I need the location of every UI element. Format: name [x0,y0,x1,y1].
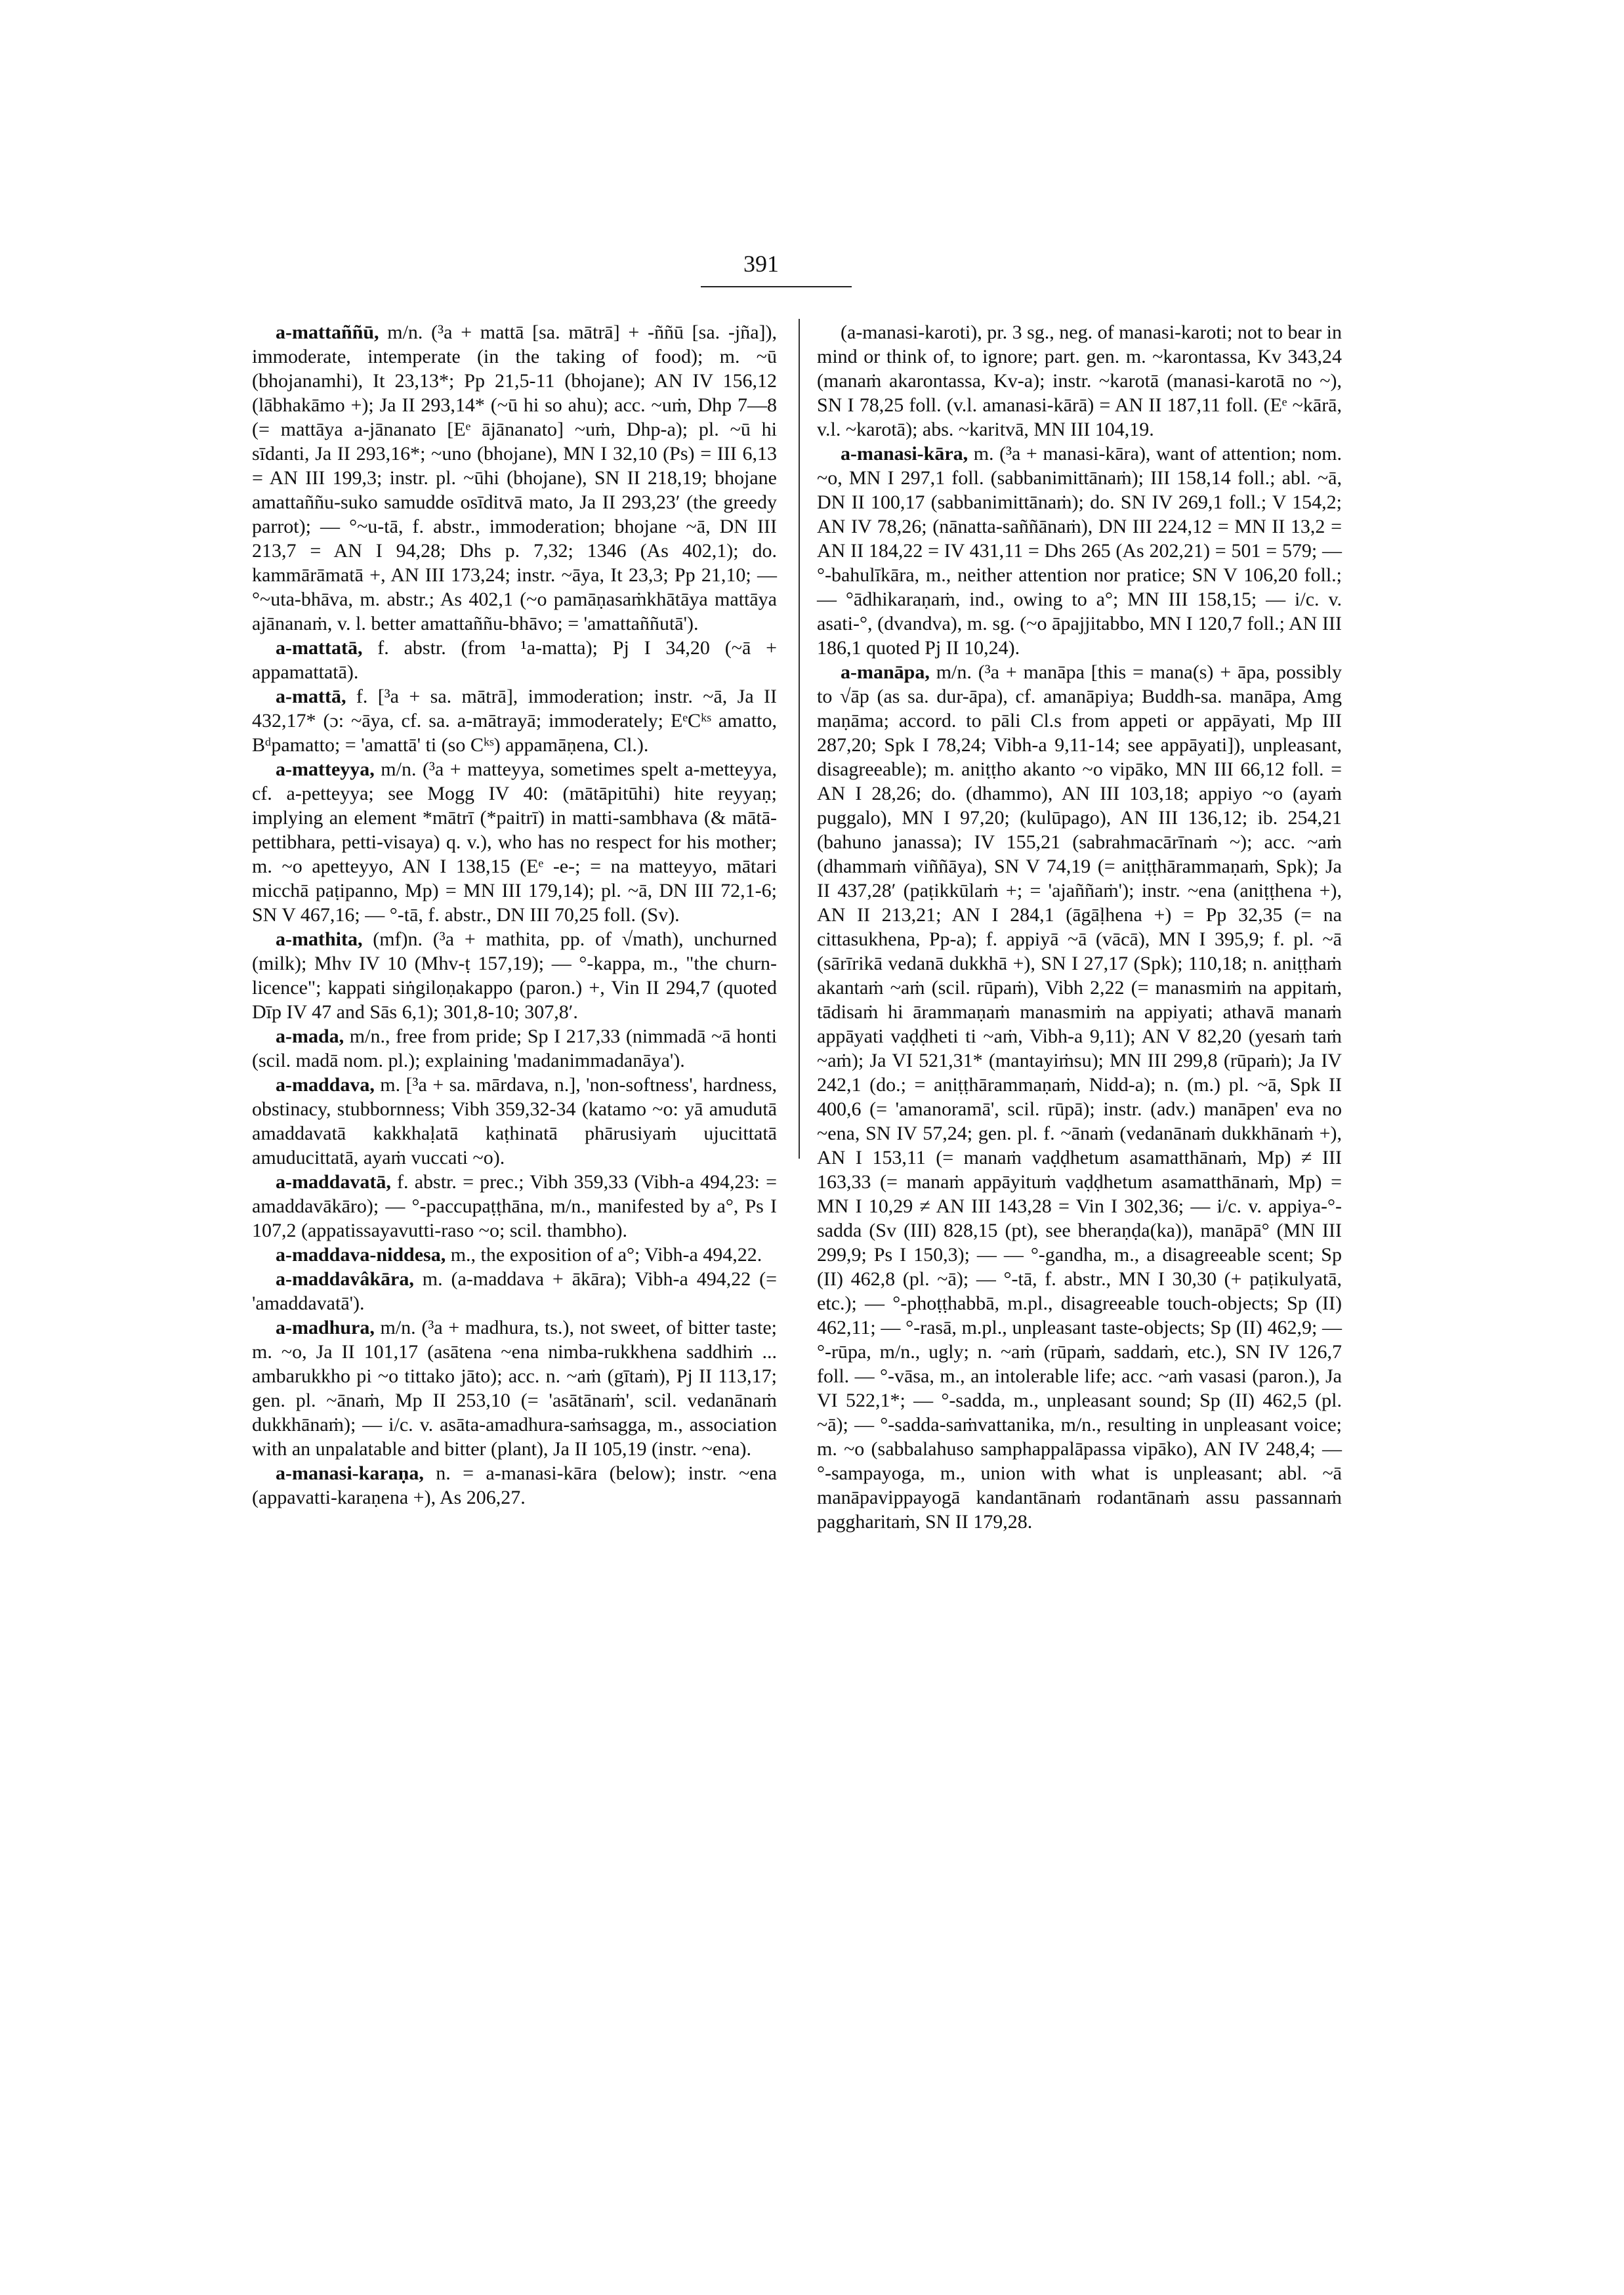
dictionary-entry [252,320,777,636]
entry-body: (a-manasi-karoti), pr. 3 sg., neg. of manasi-karoti; not to bear in mind or think of, to ignore; part. gen. m. ~karontassa, Kv 343,24 (manaṁ akarontassa, Kv-a); instr. ~karotā (manasi-karotā no ~), SN I 78,25 foll. (v.l. amanasi-kārā) = AN II 187,11 foll. (Eᵉ ~kārā, v.l. ~karotā); abs. ~karitvā, MN III 104,19. [817,321,1342,440]
entry-body: f. [³a + sa. mātrā], immoderation; instr. ~ā, Ja II 432,17* (ɔ: ~āya, cf. sa. a-mātrayā; immoderately; EᵉCᵏˢ amatto, Bᵈpamatto; = 'amattā' ti (so Cᵏˢ) appamāṇena, Cl.). [252,686,777,756]
entry-body: n. = a-manasi-kāra (below); instr. ~ena (appavatti-karaṇena +), As 206,27. [252,1462,777,1508]
entry-headword: a-maddavatā, [276,1171,391,1193]
dictionary-entry [252,1461,777,1510]
page-number: 391 [743,251,779,277]
dictionary-entry [817,442,1342,660]
entry-body: f. abstr. = prec.; Vibh 359,33 (Vibh-a 494,23: = amaddavākāro); — °-paccupaṭṭhāna, m/n., manifested by a°, Ps I 107,2 (appatissayavutti-raso ~o; scil. thambho). [252,1171,777,1241]
entry-headword: a-mattā, [276,686,346,707]
entry-headword: a-mattatā, [276,637,363,659]
entry-headword: a-maddava, [276,1074,375,1096]
dictionary-entry [252,1267,777,1315]
entry-body: m. [³a + sa. mārdava, n.], 'non-softness', hardness, obstinacy, stubbornness; Vibh 359,32-34 (katamo ~o: yā amudutā amaddavatā kakkhaḷatā kaṭhinatā phārusiyaṁ ujucittatā amuducittatā, ayaṁ vuccati ~o). [252,1074,777,1168]
entry-body: m/n. (³a + madhura, ts.), not sweet, of bitter taste; m. ~o, Ja II 101,17 (asātena ~ena nimba-rukkhena saddhiṁ ... ambarukkho pi ~o tittako jāto); acc. n. ~aṁ (gītaṁ), Pj II 113,17; gen. pl. ~ānaṁ, Mp II 253,10 (= 'asātānaṁ', scil. vedanānaṁ dukkhānaṁ); — i/c. v. asāta-amadhura-saṁsagga, m., association with an unpalatable and bitter (plant), Ja II 105,19 (instr. ~ena). [252,1317,777,1460]
column-divider [799,319,800,1159]
right-column [817,320,1342,1534]
entry-body: (mf)n. (³a + mathita, pp. of √math), unchurned (milk); Mhv IV 10 (Mhv-ṭ 157,19); — °-kappa, m., "the churn-licence"; kappati siṅgiloṇakappo (paron.) +, Vin II 294,7 (quoted Dīp IV 47 and Sās 6,1); 301,8-10; 307,8′. [252,928,777,1023]
dictionary-entry [252,757,777,927]
entry-body: m/n. (³a + matteyya, sometimes spelt a-metteyya, cf. a-petteyya; see Mogg IV 40: (mātāpitūhi) hite reyyaṇ; implying an element *mātrī (*paitrī) in matti-sambhava (& mātā-pettibhara, petti-visaya) q. v.), who has no respect for his mother; m. ~o apetteyyo, AN I 138,15 (Eᵉ -e-; = na matteyyo, mātari micchā paṭipanno, Mp) = MN III 179,14); pl. ~ā, DN III 72,1-6; SN V 467,16; — °-tā, f. abstr., DN III 70,25 foll. (Sv). [252,758,777,926]
entry-headword: a-mathita, [276,928,363,950]
dictionary-entry [252,927,777,1024]
dictionary-entry [252,1024,777,1073]
entry-body: m/n., free from pride; Sp I 217,33 (nimmadā ~ā honti (scil. madā nom. pl.); explaining 'madanimmadanāya'). [252,1025,777,1071]
dictionary-entry [252,1315,777,1461]
entry-headword: a-maddava-niddesa, [276,1244,446,1266]
entry-body: m/n. (³a + mattā [sa. mātrā] + -ññū [sa. -jña]), immoderate, intemperate (in the taking of food); m. ~ū (bhojanamhi), It 23,13*; Pp 21,5-11 (bhojane); AN IV 156,12 (lābhakāmo +); Ja II 293,14* (~ū hi so ahu); acc. ~uṁ, Dhp 7—8 (= mattāya a-jānanato [Eᵉ ājānanato] ~uṁ, Dhp-a); pl. ~ū hi sīdanti, Ja II 293,16*; ~uno (bhojane), MN I 32,10 (Ps) = III 6,13 = AN III 199,3; instr. pl. ~ūhi (bhojane), SN II 218,19; bhojane amattaññu-suko samudde osīditvā mato, Ja II 293,23′ (the greedy parrot); — °~u-tā, f. abstr., immoderation; bhojane ~ā, DN III 213,7 = AN I 94,28; Dhs p. 7,32; 1346 (As 402,1); do. kammārāmatā +, AN III 173,24; instr. ~āya, It 23,3; Pp 21,10; — °~uta-bhāva, m. abstr.; As 402,1 (~o pamāṇasaṁkhātāya mattāya ajānanaṁ, v. l. better amattaññu-bhāvo; = 'amattaññutā'). [252,321,777,634]
entry-headword: a-madhura, [276,1317,375,1338]
entry-body: m/n. (³a + manāpa [this = mana(s) + āpa, possibly to √āp (as sa. dur-āpa), cf. amanāpiya; Buddh-sa. manāpa, Amg maṇāma; accord. to pāli Cl.s from appeti or appāyati, Mp III 287,20; Spk I 78,24; Vibh-a 9,11-14; see appāyati]), unpleasant, disagreeable); m. aniṭṭho akanto ~o vipāko, MN III 66,12 foll. = AN I 28,26; do. (dhammo), AN III 103,18; appiyo ~o (ayaṁ puggalo), MN I 97,20; (kulūpago), AN III 136,12; ib. 254,21 (bahuno janassa); IV 155,21 (sabrahmacārīnaṁ ~); acc. ~aṁ (dhammaṁ viññāya), SN V 74,19 (= aniṭṭhārammaṇaṁ, Spk); Ja II 437,28′ (paṭikkūlaṁ +; = 'ajaññaṁ'); instr. ~ena (aniṭṭhena +), AN II 213,21; AN I 284,1 (āgāḷhena +) = Pp 32,35 (= na cittasukhena, Pp-a); f. appiyā ~ā (vācā), MN I 395,9; f. pl. ~ā (sārīrikā vedanā dukkhā +), SN I 27,17 (Spk); 110,18; n. aniṭṭhaṁ akantaṁ ~aṁ (scil. rūpaṁ), Vibh 2,22 (= manasmiṁ na appitaṁ, tādisaṁ hi ārammaṇaṁ manasmiṁ na appiyati; athavā manaṁ appāyati vaḍḍheti ti ~aṁ, Vibh-a 9,11); AN V 82,20 (yesaṁ taṁ ~aṁ); Ja VI 521,31* (mantayiṁsu); MN III 299,8 (rūpaṁ); Ja IV 242,1 (do.; = aniṭṭhārammaṇaṁ, Nidd-a); n. (m.) pl. ~ā, Spk II 400,6 (= 'amanoramā', scil. rūpā); instr. (adv.) manāpen' eva no ~ena, SN IV 57,24; gen. pl. f. ~ānaṁ (vedanānaṁ dukkhānaṁ +), AN I 153,11 (= manaṁ vaḍḍhetum asamatthānaṁ, Mp) ≠ III 163,33 (= manaṁ appāyituṁ vaḍḍhetum asamatthānaṁ, Mp) = MN I 10,29 ≠ AN III 143,28 = Vin I 302,36; — i/c. v. appiya-°-sadda (Sv (III) 828,15 (pt), see bheraṇḍa(ka)), manāpā° (MN III 299,9; Ps I 150,3); — — °-gandha, m., a disagreeable scent; Sp (II) 462,8 (pl. ~ā); — °-tā, f. abstr., MN I 30,30 (+ paṭikulyatā, etc.); — °-phoṭṭhabbā, m.pl., disagreeable touch-objects; Sp (II) 462,11; — °-rasā, m.pl., unpleasant taste-objects; Sp (II) 462,9; — °-rūpa, m/n., ugly; n. ~aṁ (rūpaṁ, saddaṁ, etc.), SN IV 126,7 foll. — °-vāsa, m., an intolerable life; acc. ~aṁ vasasi (paron.), Ja VI 522,1*; — °-sadda, m., unpleasant sound; Sp (II) 462,5 (pl. ~ā); — °-sadda-saṁvattanika, m/n., resulting in unpleasant voice; m. ~o (sabbalahuso samphappalāpassa vipāko), AN IV 248,4; — °-sampayoga, m., union with what is unpleasant; abl. ~ā manāpavippayogā kandantānaṁ rodantānaṁ assu passannaṁ paggharitaṁ, SN II 179,28. [817,661,1342,1533]
left-column [252,320,777,1510]
entry-headword: a-maddavâkāra, [276,1268,414,1290]
header-rule [701,286,852,287]
entry-headword: a-manāpa, [841,661,930,683]
entry-headword: a-manasi-karaṇa, [276,1462,424,1484]
entry-body: m. (³a + manasi-kāra), want of attention; nom. ~o, MN I 297,1 foll. (sabbanimittānaṁ); III 158,14 foll.; abl. ~ā, DN II 100,17 (sabbanimittānaṁ); do. SN IV 269,1 foll.; V 154,2; AN IV 78,26; (nānatta-saññānaṁ), DN III 224,12 = MN II 13,2 = AN II 184,22 = IV 431,11 = Dhs 265 (As 202,21) = 501 = 579; — °-bahulīkāra, m., neither attention nor pratice; SN V 106,20 foll.; — °ādhikaraṇaṁ, ind., owing to a°; MN III 158,15; — i/c. v. asati-°, (dvandva), m. sg. (~o āpajjitabbo, MN I 120,7 foll.; AN III 186,1 quoted Pj II 10,24). [817,443,1342,659]
dictionary-entry [252,1170,777,1243]
entry-headword: a-mattaññū, [276,321,379,343]
dictionary-entry [252,1243,777,1267]
entry-body: f. abstr. (from ¹a-matta); Pj I 34,20 (~ā + appamattatā). [252,637,777,683]
entry-headword: a-matteyya, [276,758,375,780]
dictionary-entry [817,320,1342,442]
dictionary-entry [252,1073,777,1170]
entry-headword: a-mada, [276,1025,344,1047]
entry-body: m. (a-maddava + ākāra); Vibh-a 494,22 (= 'amaddavatā'). [252,1268,777,1314]
entry-body: m., the exposition of a°; Vibh-a 494,22. [446,1244,762,1266]
dictionary-entry [252,684,777,757]
entry-headword: a-manasi-kāra, [841,443,968,465]
dictionary-entry [817,660,1342,1534]
dictionary-entry [252,636,777,684]
